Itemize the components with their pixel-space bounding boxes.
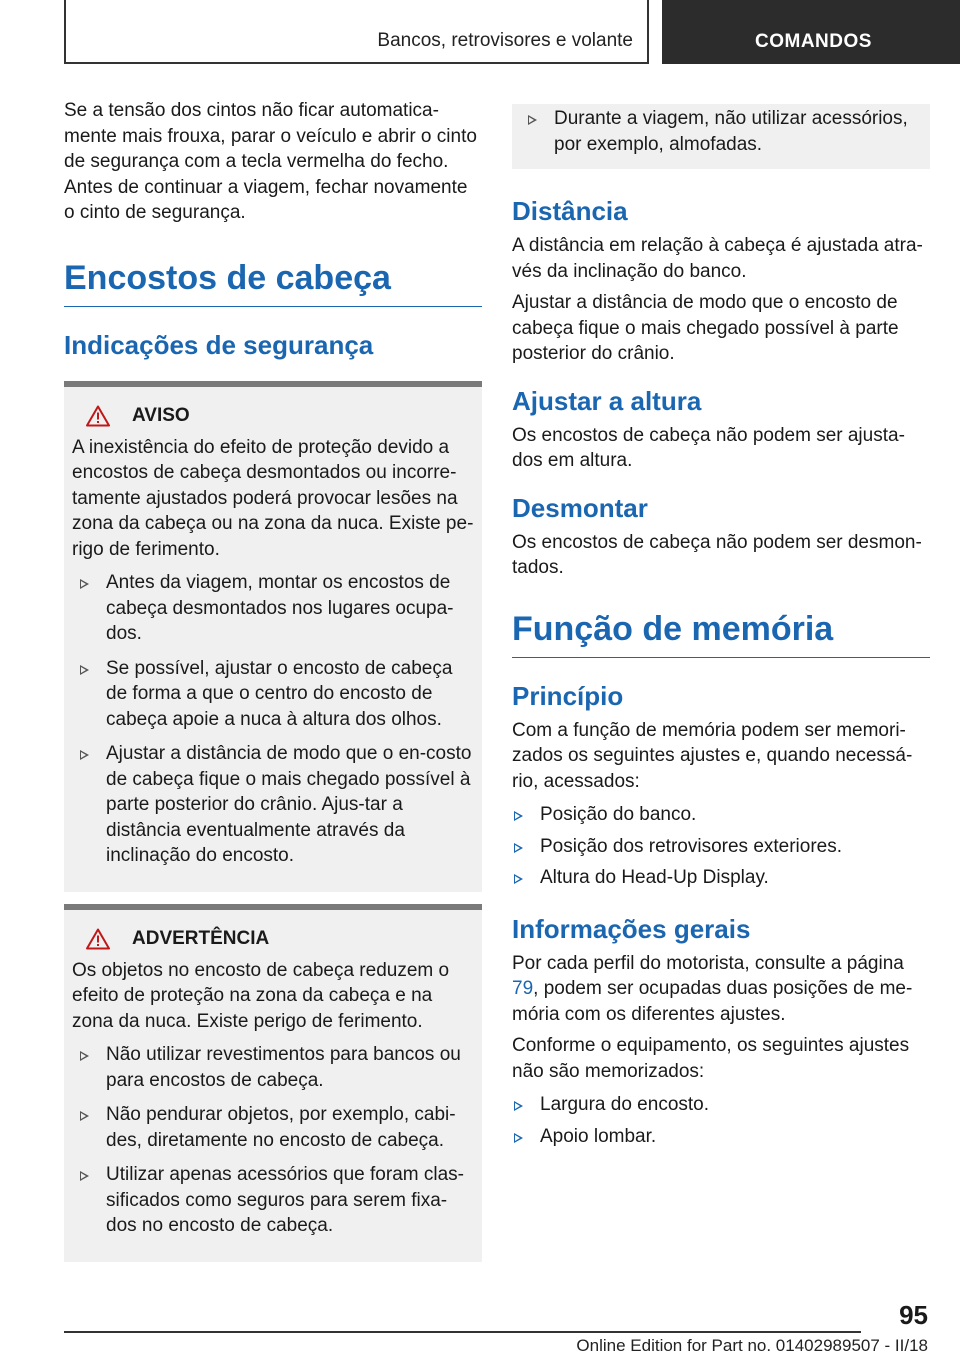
triangle-bullet-icon: [514, 1133, 523, 1143]
triangle-bullet-icon: [80, 665, 89, 675]
list-item: Não pendurar objetos, por exemplo, cabi-des, diretamente no encosto de cabeça.: [72, 1102, 474, 1153]
principio-list: [512, 802, 930, 891]
header-chapter-title: COMANDOS: [755, 31, 872, 52]
header-section-title: Bancos, retrovisores e volante: [377, 30, 633, 51]
advertencia-title-row: [72, 928, 474, 950]
list-item: Posição dos retrovisores exteriores.: [512, 834, 930, 860]
triangle-bullet-icon: [80, 1171, 89, 1181]
right-column: [512, 104, 930, 1155]
continued-box: [512, 104, 930, 169]
page-number: 95: [899, 1300, 928, 1330]
list-item: Durante a viagem, não utilizar acessórios, por exemplo, almofadas.: [520, 106, 922, 157]
desmontar-p1: Os encostos de cabeça não podem ser desmon-tados.: [512, 531, 922, 578]
heading-informacoes-gerais: Informações gerais: [512, 913, 751, 944]
triangle-bullet-icon: [514, 874, 523, 884]
footer-divider: [64, 1331, 861, 1333]
advertencia-title: ADVERTÊNCIA: [132, 927, 270, 949]
heading-principio: Princípio: [512, 680, 624, 711]
heading-ajustar-a-altura: Ajustar a altura: [512, 385, 702, 416]
intro-paragraph: Se a tensão dos cintos não ficar automatica-mente mais frouxa, parar o veículo e abrir o cinto de segurança com a tecla vermelha do fecho. Antes de continuar a viagem, fechar novamente o cinto de segurança.: [64, 100, 477, 223]
aviso-list: [72, 570, 474, 869]
altura-p1: Os encostos de cabeça não podem ser ajusta-dos em altura.: [512, 424, 905, 471]
gerais-p1: Por cada perfil do motorista, consulte a página 79, podem ser ocupadas duas posições de me-mória com os diferentes ajustes.: [512, 952, 913, 1025]
heading-desmontar: Desmontar: [512, 492, 648, 523]
heading-distancia: Distância: [512, 196, 628, 226]
distancia-p1: A distância em relação à cabeça é ajustada atra-vés da inclinação do banco.: [512, 235, 923, 282]
triangle-bullet-icon: [514, 1101, 523, 1111]
warning-triangle-icon: [86, 405, 110, 427]
gerais-p2: Conforme o equipamento, os seguintes ajustes não são memorizados:: [512, 1035, 910, 1082]
continued-list: [520, 106, 922, 157]
list-item: Não utilizar revestimentos para bancos ou para encostos de cabeça.: [72, 1042, 474, 1093]
header-section-box: [64, 0, 649, 64]
list-item: Posição do banco.: [512, 802, 930, 828]
advertencia-text: Os objetos no encosto de cabeça reduzem o efeito de proteção na zona da cabeça e na zona da nuca. Existe perigo de ferimento.: [72, 959, 450, 1032]
distancia-p2: Ajustar a distância de modo que o encosto de cabeça fique o mais chegado possível à parte posterior do crânio.: [512, 292, 899, 364]
triangle-bullet-icon: [528, 115, 537, 125]
principio-p1: Com a função de memória podem ser memori-zados os seguintes ajustes e, quando necessá-rio, acessados:: [512, 719, 913, 792]
list-item: Altura do Head-Up Display.: [512, 865, 930, 891]
list-item: Utilizar apenas acessórios que foram clas-sificados como seguros para serem fixa-dos no encosto de cabeça.: [72, 1162, 474, 1239]
list-item: Apoio lombar.: [512, 1124, 930, 1150]
heading-funcao-de-memoria: Função de memória: [512, 609, 930, 658]
list-item: Ajustar a distância de modo que o en-costo de cabeça fique o mais chegado possível à parte posterior do crânio. Ajus-tar a distância eventualmente através da inclinação do encosto.: [72, 741, 474, 869]
header-chapter-box: [662, 0, 960, 64]
heading-encostos-de-cabeca: Encostos de cabeça: [64, 258, 482, 307]
aviso-text: A inexistência do efeito de proteção devido a encostos de cabeça desmontados ou incorre-tamente ajustados poderá provocar lesões na zona da cabeça ou na zona da nuca. Existe pe-rigo de ferimento.: [72, 436, 474, 560]
list-item: Largura do encosto.: [512, 1092, 930, 1118]
triangle-bullet-icon: [514, 843, 523, 853]
page-reference-link[interactable]: 79: [512, 978, 534, 999]
list-item: Se possível, ajustar o encosto de cabeça de forma a que o centro do encosto de cabeça apoie a nuca à altura dos olhos.: [72, 656, 474, 733]
aviso-title: AVISO: [132, 404, 190, 426]
list-item: Antes da viagem, montar os encostos de cabeça desmontados nos lugares ocupa-dos.: [72, 570, 474, 647]
triangle-bullet-icon: [80, 579, 89, 589]
left-column: [64, 98, 482, 1262]
footer-edition: Online Edition for Part no. 01402989507 - II/18: [576, 1336, 928, 1355]
heading-indicacoes-de-seguranca: Indicações de segurança: [64, 329, 374, 360]
aviso-box: [64, 381, 482, 892]
triangle-bullet-icon: [514, 811, 523, 821]
triangle-bullet-icon: [80, 1051, 89, 1061]
advertencia-box: [64, 904, 482, 1262]
gerais-list: [512, 1092, 930, 1149]
warning-triangle-icon: [86, 928, 110, 950]
aviso-title-row: [72, 405, 474, 427]
triangle-bullet-icon: [80, 1111, 89, 1121]
advertencia-list: [72, 1042, 474, 1239]
triangle-bullet-icon: [80, 750, 89, 760]
